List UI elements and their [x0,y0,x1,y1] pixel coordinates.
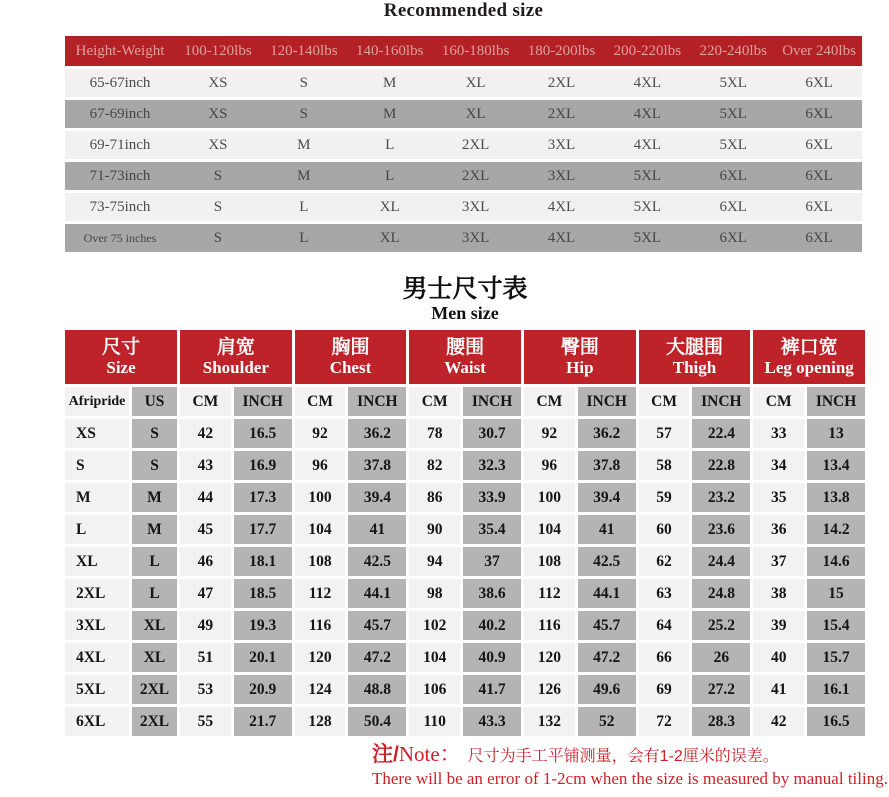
measurement-cell: 46 [180,547,231,576]
unit-header-cell: INCH [692,387,750,416]
us-size-cell: 2XL [132,707,177,736]
measurement-cell: 37 [463,547,521,576]
column-group-header [295,330,407,384]
size-cell: M [347,100,433,128]
measurement-cell: 24.8 [692,579,750,608]
measurement-cell: 44.1 [578,579,636,608]
size-cell: 4XL [604,100,690,128]
size-row-label: XS [65,419,129,448]
measurement-cell: 24.4 [692,547,750,576]
measurement-cell: 64 [639,611,690,640]
measurement-cell: 22.4 [692,419,750,448]
measurement-cell: 96 [295,451,346,480]
size-row-label: 5XL [65,675,129,704]
size-cell: XL [433,100,519,128]
size-cell: 4XL [604,69,690,97]
measurement-cell: 40.9 [463,643,521,672]
col-header-weight-range: 100-120lbs [175,36,261,66]
size-cell: 5XL [604,162,690,190]
measurement-cell: 92 [295,419,346,448]
measurement-cell: 17.3 [234,483,292,512]
measurement-cell: 100 [524,483,575,512]
table-row [65,224,862,252]
col-header-weight-range: 120-140lbs [261,36,347,66]
size-cell: 5XL [690,100,776,128]
table-header-row [65,36,862,66]
size-cell: 2XL [433,131,519,159]
measurement-cell: 51 [180,643,231,672]
unit-header-cell: CM [753,387,804,416]
us-size-cell: S [132,451,177,480]
size-cell: 6XL [690,224,776,252]
note-prefix-en: Note： [398,742,461,766]
measurement-cell: 35 [753,483,804,512]
size-cell: 4XL [604,131,690,159]
group-header-en: Hip [566,358,594,377]
measurement-cell: 124 [295,675,346,704]
unit-header-cell: CM [524,387,575,416]
group-header-en: Thigh [672,358,717,377]
size-cell: 6XL [776,224,862,252]
group-header-cn: 大腿围 [665,337,723,359]
size-cell: XS [175,131,261,159]
us-size-cell: XL [132,643,177,672]
brand-header-cell: Afripride [65,387,129,416]
measurement-cell: 16.5 [807,707,865,736]
measurement-cell: 28.3 [692,707,750,736]
unit-header-cell: INCH [234,387,292,416]
measurement-cell: 108 [295,547,346,576]
group-header-cn: 肩宽 [216,337,255,359]
column-group-header [753,330,865,384]
measurement-cell: 16.1 [807,675,865,704]
unit-header-cell: INCH [463,387,521,416]
size-cell: XL [433,69,519,97]
note-line-1 [372,738,888,768]
size-cell: S [175,162,261,190]
measurement-cell: 102 [409,611,460,640]
group-header-en: Chest [329,358,372,377]
measurement-cell: 32.3 [463,451,521,480]
group-header-cn: 臀围 [560,337,599,359]
measurement-cell: 39.4 [578,483,636,512]
measurement-cell: 48.8 [348,675,406,704]
recommended-table-head [65,36,862,66]
col-header-weight-range: 180-200lbs [519,36,605,66]
size-cell: S [175,193,261,221]
measurement-cell: 13.8 [807,483,865,512]
measurement-cell: 104 [524,515,575,544]
measurement-cell: 82 [409,451,460,480]
size-cell: 6XL [776,193,862,221]
size-row-label: 6XL [65,707,129,736]
measurement-cell: 52 [578,707,636,736]
us-size-cell: M [132,483,177,512]
measurement-cell: 36.2 [348,419,406,448]
size-cell: 2XL [433,162,519,190]
size-row-label: S [65,451,129,480]
measurement-cell: 92 [524,419,575,448]
measurement-cell: 42 [180,419,231,448]
column-group-header [65,330,177,384]
measurement-cell: 53 [180,675,231,704]
unit-header-cell: INCH [578,387,636,416]
group-header-en: Leg opening [764,358,854,377]
table-row [65,131,862,159]
size-cell: 6XL [776,100,862,128]
measurement-cell: 98 [409,579,460,608]
table-row [65,193,862,221]
table-row [65,69,862,97]
measurement-cell: 126 [524,675,575,704]
measurement-cell: 14.2 [807,515,865,544]
measurement-cell: 44 [180,483,231,512]
column-group-header [180,330,292,384]
measurement-note [372,738,888,789]
size-cell: 4XL [519,224,605,252]
height-row-label: 71-73inch [65,162,175,190]
measurement-cell: 37.8 [578,451,636,480]
measurement-cell: 120 [524,643,575,672]
group-header-cn: 胸围 [331,337,370,359]
measurement-cell: 104 [295,515,346,544]
size-cell: S [261,100,347,128]
size-cell: L [347,162,433,190]
col-header-weight-range: 140-160lbs [347,36,433,66]
measurement-cell: 19.3 [234,611,292,640]
unit-header-cell: CM [409,387,460,416]
note-text-cn: 尺寸为手工平铺测量，会有1-2厘米的误差。 [467,748,779,765]
men-size-title-en: Men size [431,302,499,323]
recommended-size-title: Recommended size [383,0,544,21]
size-cell: 6XL [690,193,776,221]
measurement-cell: 13 [807,419,865,448]
measurement-cell: 45.7 [348,611,406,640]
size-cell: M [261,131,347,159]
men-size-title-block [65,276,865,322]
measurement-cell: 37.8 [348,451,406,480]
note-prefix-cn: 注/ [372,743,399,766]
measurement-cell: 18.1 [234,547,292,576]
measurement-cell: 42.5 [578,547,636,576]
measurement-cell: 62 [639,547,690,576]
measurement-cell: 15.7 [807,643,865,672]
measurement-cell: 27.2 [692,675,750,704]
unit-header-cell: INCH [348,387,406,416]
unit-header-cell: US [132,387,177,416]
measurement-cell: 33 [753,419,804,448]
col-header-weight-range: 160-180lbs [433,36,519,66]
measurement-cell: 16.5 [234,419,292,448]
size-cell: 3XL [433,224,519,252]
column-group-header [409,330,521,384]
measurement-cell: 120 [295,643,346,672]
measurement-cell: 49.6 [578,675,636,704]
measurement-cell: 100 [295,483,346,512]
size-cell: S [175,224,261,252]
size-cell: 6XL [776,162,862,190]
measurement-cell: 59 [639,483,690,512]
measurement-cell: 47.2 [348,643,406,672]
measurement-cell: 50.4 [348,707,406,736]
recommended-table-body [65,69,862,252]
measurement-cell: 116 [295,611,346,640]
measurement-cell: 66 [639,643,690,672]
measurement-cell: 38.6 [463,579,521,608]
us-size-cell: S [132,419,177,448]
size-row-label: 4XL [65,643,129,672]
size-cell: 2XL [519,100,605,128]
size-cell: S [261,69,347,97]
measurement-cell: 33.9 [463,483,521,512]
measurement-cell: 60 [639,515,690,544]
measurement-cell: 41 [578,515,636,544]
us-size-cell: M [132,515,177,544]
col-header-weight-range: 220-240lbs [690,36,776,66]
col-header-height-weight: Height-Weight [65,36,175,66]
measurement-cell: 69 [639,675,690,704]
measurement-cell: 22.8 [692,451,750,480]
measurement-cell: 78 [409,419,460,448]
unit-header-cell: INCH [807,387,865,416]
measurement-cell: 37 [753,547,804,576]
size-cell: L [347,131,433,159]
size-row-label: M [65,483,129,512]
measurement-cell: 128 [295,707,346,736]
group-header-cn: 裤口宽 [780,337,838,359]
unit-header-cell: CM [639,387,690,416]
size-cell: 3XL [519,162,605,190]
measurement-cell: 42.5 [348,547,406,576]
measurement-cell: 38 [753,579,804,608]
measurement-cell: 108 [524,547,575,576]
measurement-cell: 39.4 [348,483,406,512]
size-row-label: L [65,515,129,544]
table-row [65,100,862,128]
measurement-cell: 18.5 [234,579,292,608]
measurement-cell: 45 [180,515,231,544]
measurement-cell: 21.7 [234,707,292,736]
size-cell: 5XL [690,131,776,159]
men-size-title-cn: 男士尺寸表 [402,275,528,303]
measurement-cell: 110 [409,707,460,736]
us-size-cell: L [132,547,177,576]
measurement-cell: 116 [524,611,575,640]
measurement-cell: 63 [639,579,690,608]
measurement-cell: 23.6 [692,515,750,544]
size-cell: 5XL [604,193,690,221]
column-group-header [639,330,751,384]
note-text-en: There will be an error of 1-2cm when the size is measured by manual tiling. [372,769,888,788]
measurement-cell: 15.4 [807,611,865,640]
measurement-cell: 47 [180,579,231,608]
measurement-cell: 132 [524,707,575,736]
height-row-label: 69-71inch [65,131,175,159]
size-cell: L [261,193,347,221]
measurement-cell: 41 [348,515,406,544]
measurement-cell: 55 [180,707,231,736]
measurement-cell: 30.7 [463,419,521,448]
size-cell: L [261,224,347,252]
size-cell: M [347,69,433,97]
size-cell: XL [347,224,433,252]
men-size-table [65,330,865,736]
group-header-en: Size [106,358,136,377]
column-group-header [524,330,636,384]
measurement-cell: 36.2 [578,419,636,448]
measurement-cell: 112 [524,579,575,608]
size-cell: 6XL [776,131,862,159]
size-row-label: 2XL [65,579,129,608]
us-size-cell: L [132,579,177,608]
recommended-size-table [65,33,862,255]
measurement-cell: 72 [639,707,690,736]
measurement-cell: 13.4 [807,451,865,480]
measurement-cell: 17.7 [234,515,292,544]
unit-header-cell: CM [180,387,231,416]
measurement-cell: 112 [295,579,346,608]
height-row-label: Over 75 inches [65,224,175,252]
size-cell: XS [175,100,261,128]
group-header-cn: 腰围 [446,337,485,359]
size-cell: 5XL [604,224,690,252]
measurement-cell: 86 [409,483,460,512]
group-header-cn: 尺寸 [101,337,140,359]
measurement-cell: 44.1 [348,579,406,608]
unit-header-cell: CM [295,387,346,416]
measurement-cell: 90 [409,515,460,544]
measurement-cell: 47.2 [578,643,636,672]
size-cell: 3XL [433,193,519,221]
col-header-weight-range: 200-220lbs [604,36,690,66]
measurement-cell: 43 [180,451,231,480]
measurement-cell: 104 [409,643,460,672]
size-row-label: XL [65,547,129,576]
measurement-cell: 39 [753,611,804,640]
measurement-cell: 34 [753,451,804,480]
size-cell: M [261,162,347,190]
measurement-cell: 42 [753,707,804,736]
measurement-cell: 45.7 [578,611,636,640]
measurement-cell: 23.2 [692,483,750,512]
height-row-label: 67-69inch [65,100,175,128]
height-row-label: 73-75inch [65,193,175,221]
size-row-label: 3XL [65,611,129,640]
measurement-cell: 41.7 [463,675,521,704]
size-cell: 6XL [690,162,776,190]
measurement-cell: 36 [753,515,804,544]
measurement-cell: 41 [753,675,804,704]
size-cell: XS [175,69,261,97]
size-cell: XL [347,193,433,221]
size-cell: 2XL [519,69,605,97]
measurement-cell: 26 [692,643,750,672]
size-cell: 6XL [776,69,862,97]
group-header-en: Waist [444,358,486,377]
measurement-cell: 40.2 [463,611,521,640]
measurement-cell: 25.2 [692,611,750,640]
measurement-cell: 96 [524,451,575,480]
measurement-cell: 106 [409,675,460,704]
measurement-cell: 15 [807,579,865,608]
measurement-cell: 14.6 [807,547,865,576]
us-size-cell: XL [132,611,177,640]
measurement-cell: 35.4 [463,515,521,544]
size-cell: 3XL [519,131,605,159]
size-cell: 5XL [690,69,776,97]
measurement-cell: 49 [180,611,231,640]
height-row-label: 65-67inch [65,69,175,97]
col-header-weight-range: Over 240lbs [776,36,862,66]
measurement-cell: 43.3 [463,707,521,736]
group-header-en: Shoulder [202,358,269,377]
measurement-cell: 58 [639,451,690,480]
measurement-cell: 20.1 [234,643,292,672]
us-size-cell: 2XL [132,675,177,704]
measurement-cell: 16.9 [234,451,292,480]
measurement-cell: 57 [639,419,690,448]
measurement-cell: 20.9 [234,675,292,704]
measurement-cell: 40 [753,643,804,672]
size-cell: 4XL [519,193,605,221]
table-row [65,162,862,190]
measurement-cell: 94 [409,547,460,576]
